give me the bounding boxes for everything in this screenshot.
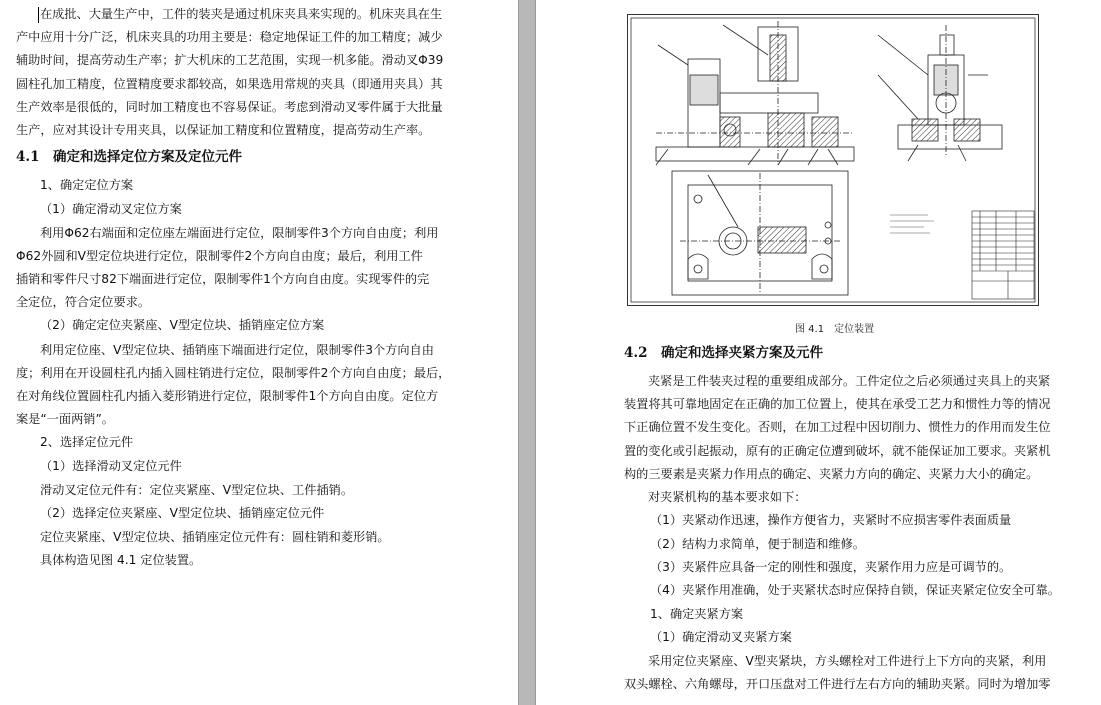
fixture-drawing-svg [628,15,1038,305]
parts-list-table [972,211,1034,299]
list-item: 1、确定定位方案 [40,178,134,192]
list-item: （3）夹紧件应具备一定的刚性和强度，夹紧作用力应是可调节的。 [650,560,1012,574]
paragraph-line: 滑动叉定位元件有：定位夹紧座、V型定位块、工件插销。 [40,483,354,497]
list-item: （1）选择滑动叉定位元件 [40,459,182,473]
front-view [656,21,854,165]
section-heading: 4.1 确定和选择定位方案及定位元件 [16,149,242,165]
page-gutter [518,0,536,705]
fixture-drawing-figure [627,14,1039,306]
text-cursor [38,7,39,23]
paragraph-line: 对夹紧机构的基本要求如下： [648,490,807,504]
list-item: （1）确定滑动叉定位方案 [40,202,182,216]
paragraph-line: 利用Φ62右端面和定位座左端面进行定位，限制零件3个方向自由度；利用 [40,226,439,240]
paragraph-line: 下正确位置不发生变化。否则，在加工过程中因切削力、惯性力的作用而发生位 [624,420,1051,434]
paragraph-line: 具体构造见图 4.1 定位装置。 [40,553,202,567]
list-item: 2、选择定位元件 [40,435,134,449]
section-heading: 4.2 确定和选择夹紧方案及元件 [624,345,823,361]
list-item: （2）结构力求简单，便于制造和维修。 [650,537,865,551]
paragraph-line: 圆柱孔加工精度，位置精度要求都较高，如果选用常规的夹具（即通用夹具）其 [16,77,443,91]
paragraph-line: 生产效率是很低的，同时加工精度也不容易保证。考虑到滑动叉零件属于大批量 [16,100,443,114]
paragraph-line: 置的变化或引起振动，原有的正确定位遭到破坏，就不能保证加工要求。夹紧机 [624,444,1051,458]
paragraph-line: 案是“一面两销”。 [16,412,114,426]
paragraph-line: 利用定位座、V型定位块、插销座下端面进行定位，限制零件3个方向自由 [40,343,434,357]
paragraph-line: Φ62外圆和V型定位块进行定位，限制零件2个方向自由度；最后，利用工件 [16,249,423,263]
top-view [672,171,848,295]
paragraph-line: 装置将其可靠地固定在正确的加工位置上，使其在承受工艺力和惯性力等的情况 [624,397,1051,411]
paragraph-line: 构的三要素是夹紧力作用点的确定、夹紧力方向的确定、夹紧力大小的确定。 [624,467,1039,481]
paragraph-line: 在成批、大量生产中，工件的装夹是通过机床夹具来实现的。机床夹具在生 [40,7,443,21]
paragraph-line: 产中应用十分广泛，机床夹具的功用主要是：稳定地保证工件的加工精度；减少 [16,30,443,44]
paragraph-line: 双头螺栓、六角螺母，开口压盘对工件进行左右方向的辅助夹紧。同时为增加零 [624,677,1051,691]
paragraph-line: 生产，应对其设计专用夹具，以保证加工精度和位置精度，提高劳动生产率。 [16,123,431,137]
list-item: （2）确定定位夹紧座、V型定位块、插销座定位方案 [40,318,325,332]
left-page [0,0,518,705]
paragraph-line: 定位夹紧座、V型定位块、插销座定位元件有：圆柱销和菱形销。 [40,530,390,544]
paragraph-line: 度；利用在开设圆柱孔内插入圆柱销进行定位，限制零件2个方向自由度；最后， [16,366,451,380]
technical-notes [890,215,934,233]
paragraph-line: 辅助时间，提高劳动生产率；扩大机床的工艺范围，实现一机多能。滑动叉Φ39 [16,53,444,67]
list-item: （2）选择定位夹紧座、V型定位块、插销座定位元件 [40,506,325,520]
list-item: （1）夹紧动作迅速，操作方便省力，夹紧时不应损害零件表面质量 [650,513,1012,527]
list-item: （4）夹紧作用准确，处于夹紧状态时应保持自锁，保证夹紧定位安全可靠。 [650,583,1060,597]
paragraph-line: 夹紧是工件装夹过程的重要组成部分。工件定位之后必须通过夹具上的夹紧 [648,374,1051,388]
paragraph-line: 插销和零件尺寸82下端面进行定位，限制零件1个方向自由度。实现零件的完 [16,272,430,286]
figure-caption: 图 4.1 定位装置 [795,324,875,335]
list-item: （1）确定滑动叉夹紧方案 [650,630,792,644]
list-item: 1、确定夹紧方案 [650,607,744,621]
paragraph-line: 全定位，符合定位要求。 [16,295,151,309]
paragraph-line: 采用定位夹紧座、V型夹紧块，方头螺栓对工件进行上下方向的夹紧，利用 [648,654,1047,668]
paragraph-line: 在对角线位置圆柱孔内插入菱形销进行定位，限制零件1个方向自由度。定位方 [16,389,439,403]
side-view [878,25,1002,161]
